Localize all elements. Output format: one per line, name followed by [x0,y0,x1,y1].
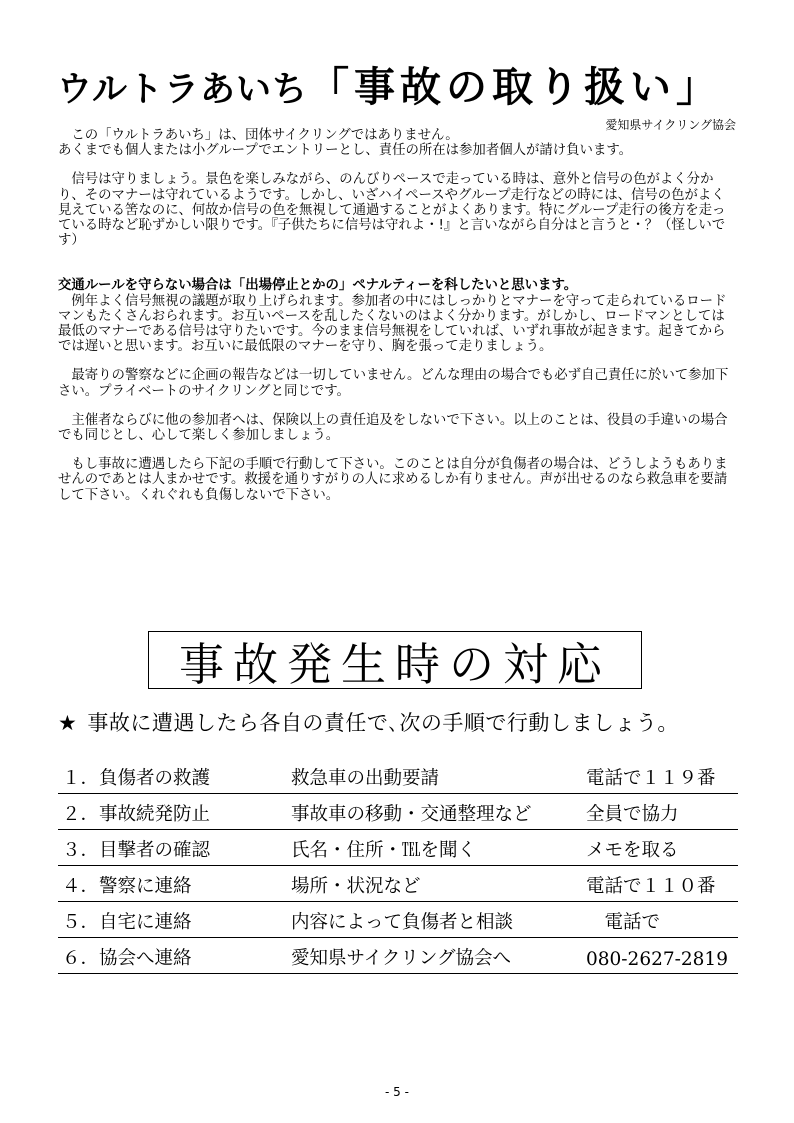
step-label: ３．目撃者の確認 [62,840,211,861]
step-label: ２．事故続発防止 [62,804,211,825]
procedure-row [58,866,738,902]
step-label: ５．自宅に連絡 [62,912,192,933]
step-note: メモを取る [586,840,679,861]
procedure-row [58,902,738,938]
procedure-list [58,758,738,974]
section-heading: 事故発生時の対応 [148,631,642,689]
section-lead [58,707,748,737]
intro-text [58,128,738,503]
step-note: 電話で１１０番 [586,876,716,897]
step-action: 救急車の出動要請 [291,768,440,789]
page-number: - 5 - [385,1085,409,1099]
step-action: 氏名・住所・℡を聞く [291,840,477,861]
procedure-row [58,758,738,794]
step-label: ６．協会へ連絡 [62,948,192,969]
penalty-notice: 交通ルールを守らない場合は「出場停止とかの」ペナルティーを科したいと思います。 [58,278,578,294]
step-action: 事故車の移動・交通整理など [291,804,532,825]
step-note: 080-2627-2819 [586,949,728,970]
paragraph-3: 例年よく信号無視の議題が取り上げられます。参加者の中にはしっかりとマナーを守って走られているロードマンもたくさんおられます。お互いペースを乱したくないのはよく分かります。がしかし、ロードマンとしては最低のマナーである信号は守りたいです。今のまま信号無視をしていれば、いずれ事故が起きます。起きてからでは遅いと思います。お互いに最低限のマナーを守り、胸を張って走りましょう。 [58,293,727,355]
step-label: ４．警察に連絡 [62,876,192,897]
paragraph-1: この「ウルトラあいち」は、団体サイクリングではありません。 あくまでも個人または小グループでエントリーとし、責任の所在は参加者個人が請け負います。 [58,128,633,159]
star-icon: ★ [58,711,78,735]
step-note: 電話で [586,912,661,933]
lead-text: 事故に遭遇したら各自の責任で､次の手順で行動しましょう。 [87,711,679,735]
paragraph-5: 主催者ならびに他の参加者へは、保険以上の責任追及をしないで下さい。以上のことは、役員の手違いの場合でも同じとし、心して楽しく参加しましょう。 [58,412,728,444]
step-action: 愛知県サイクリング協会へ [291,948,511,969]
organization-name: 愛知県サイクリング協会 [605,118,736,132]
procedure-row [58,938,738,974]
paragraph-6: もし事故に遭遇したら下記の手順で行動して下さい。このことは自分が負傷者の場合は、どうしようもありませんのであとは人まかせです。救援を通りすがりの人に求めるしか有りません。声が出せるのなら救急車を要請して下さい。くれぐれも負傷しないで下さい。 [58,457,728,503]
step-label: １．負傷者の救護 [62,768,211,789]
step-action: 場所・状況など [291,876,421,897]
step-note: 電話で１１９番 [586,768,716,789]
page-title [57,62,747,112]
paragraph-4: 最寄りの警察などに企画の報告などは一切していません。どんな理由の場合でも必ず自己責任に於いて参加下さい。プライベートのサイクリングと同じです。 [58,368,729,399]
title-part1: ウルトラあいち [57,70,308,110]
procedure-row [58,830,738,866]
step-note: 全員で協力 [586,804,679,825]
step-action: 内容によって負傷者と相談 [291,912,514,933]
paragraph-2: 信号は守りましょう。景色を楽しみながら、のんびりペースで走っている時は、意外と信号の色がよく分かり、そのマナーは守れているようです。しかし、いざハイペースやグループ走行などの時には、信号の色がよく見えている筈なのに、何故か信号の色を無視して通過することがよくあります。特にグループ走行の後方を走っている時など恥ずかしい限りです。『子供たちに信号は守れよ・!』と言いながら自分はと言うと・？（怪しいです） [58,172,726,249]
procedure-row [58,794,738,830]
title-part2: 「事故の取り扱い」 [307,63,722,111]
